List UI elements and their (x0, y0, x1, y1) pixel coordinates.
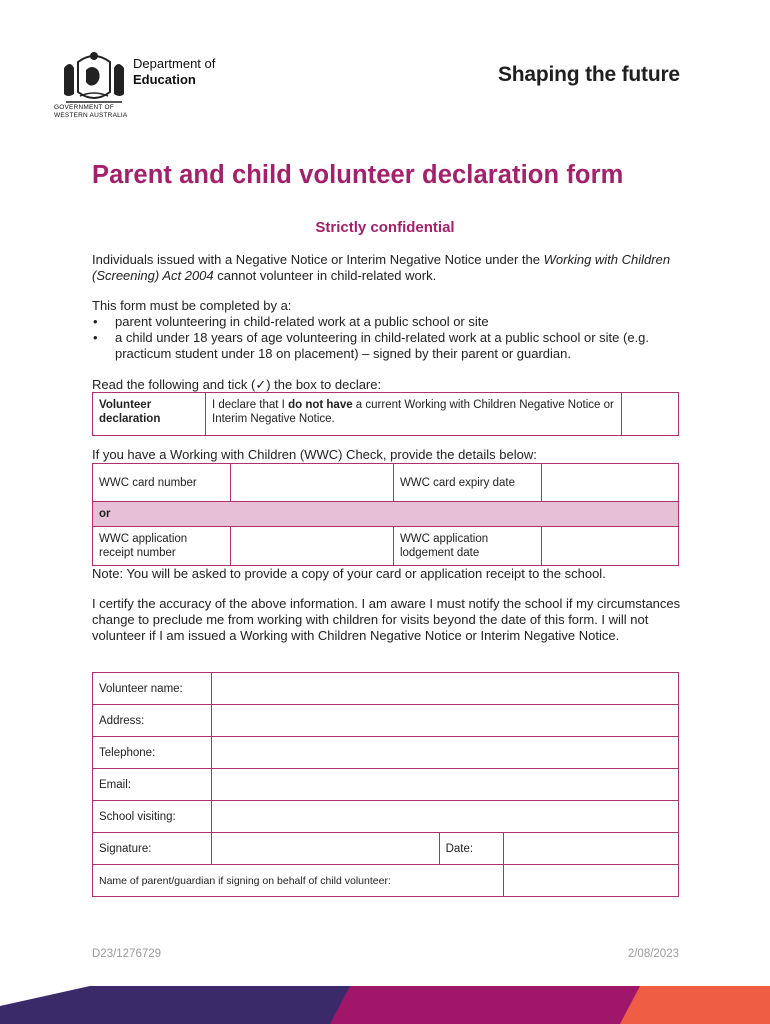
document-date: 2/08/2023 (627, 948, 679, 960)
guardian-name-field[interactable] (503, 865, 678, 897)
telephone-field[interactable] (212, 737, 679, 769)
footer-magenta-shape (330, 986, 650, 1024)
department-line-1: Department of (133, 56, 216, 71)
footer-orange-shape (620, 986, 770, 1024)
declaration-table (92, 392, 679, 436)
volunteer-name-field[interactable] (212, 673, 679, 705)
intro-paragraph (92, 252, 682, 284)
wwc-card-expiry-field[interactable] (541, 464, 678, 502)
certification-paragraph: I certify the accuracy of the above information. I am aware I must notify the school if my circumstances change to preclude me from working with children for visits beyond the date of this form. I will not volunteer if I am issued a Working with Children Negative Notice or Interim Negative Notice. (92, 596, 681, 643)
volunteer-name-label: Volunteer name: (93, 673, 212, 705)
declaration-text-bold: do not have (288, 399, 353, 411)
declaration-instruction: Read the following and tick (✓) the box to declare: (92, 377, 382, 392)
completed-by-lead: This form must be completed by a: (92, 298, 292, 313)
intro-text-before: Individuals issued with a Negative Notice or Interim Negative Notice under the (92, 252, 544, 267)
page-title: Parent and child volunteer declaration form (92, 161, 624, 189)
list-item: • a child under 18 years of age volunteering in child-related work at a public school or site (e.g. practicum student under 18 on placement) – signed by their parent or guardian. (92, 330, 682, 362)
guardian-name-label: Name of parent/guardian if signing on behalf of child volunteer: (93, 865, 504, 897)
wa-government-crest-logo (56, 48, 132, 108)
date-field[interactable] (503, 833, 678, 865)
wwc-details-table (92, 463, 679, 566)
signature-field[interactable] (212, 833, 439, 865)
declaration-label: Volunteer declaration (93, 393, 206, 436)
government-label (54, 104, 127, 119)
wwc-app-receipt-label: WWC application receipt number (93, 527, 231, 566)
wwc-card-number-label: WWC card number (93, 464, 231, 502)
address-label: Address: (93, 705, 212, 737)
declaration-tick-box[interactable] (622, 393, 679, 436)
tagline: Shaping the future (498, 63, 680, 86)
address-field[interactable] (212, 705, 679, 737)
department-line-2: Education (133, 71, 196, 87)
document-reference: D23/1276729 (92, 948, 162, 960)
declaration-text-before: I declare that I (212, 399, 289, 411)
list-item: • parent volunteering in child-related work at a public school or site (92, 314, 682, 330)
date-label: Date: (439, 833, 503, 865)
wwc-card-expiry-label: WWC card expiry date (393, 464, 541, 502)
footer-decorative-band (0, 986, 770, 1024)
copy-note: Note: You will be asked to provide a copy of your card or application receipt to the school. (92, 566, 606, 581)
volunteer-details-table (92, 672, 679, 897)
school-visiting-field[interactable] (212, 801, 679, 833)
declaration-text-after: a current Working with Children Negative Notice or Interim Negative Notice. (212, 399, 614, 425)
government-line-2: WESTERN AUSTRALIA (54, 111, 128, 119)
footer-dark-shape (0, 986, 360, 1024)
wwc-app-lodgement-field[interactable] (541, 527, 678, 566)
page-subtitle: Strictly confidential (315, 219, 455, 236)
government-line-1: GOVERNMENT OF (54, 104, 114, 111)
email-field[interactable] (212, 769, 679, 801)
declaration-text (206, 393, 622, 436)
wwc-app-lodgement-label: WWC application lodgement date (393, 527, 541, 566)
department-name (133, 56, 215, 87)
wwc-app-receipt-field[interactable] (230, 527, 393, 566)
school-visiting-label: School visiting: (93, 801, 212, 833)
completed-by-list (92, 314, 682, 361)
act-name: Working with Children (Screening) Act 2004 (92, 252, 671, 283)
wwc-instruction: If you have a Working with Children (WWC) Check, provide the details below: (92, 447, 537, 462)
telephone-label: Telephone: (93, 737, 212, 769)
email-label: Email: (93, 769, 212, 801)
wwc-card-number-field[interactable] (230, 464, 393, 502)
or-row: or (93, 502, 679, 527)
intro-text-after: cannot volunteer in child-related work. (213, 267, 437, 283)
signature-label: Signature: (93, 833, 212, 865)
